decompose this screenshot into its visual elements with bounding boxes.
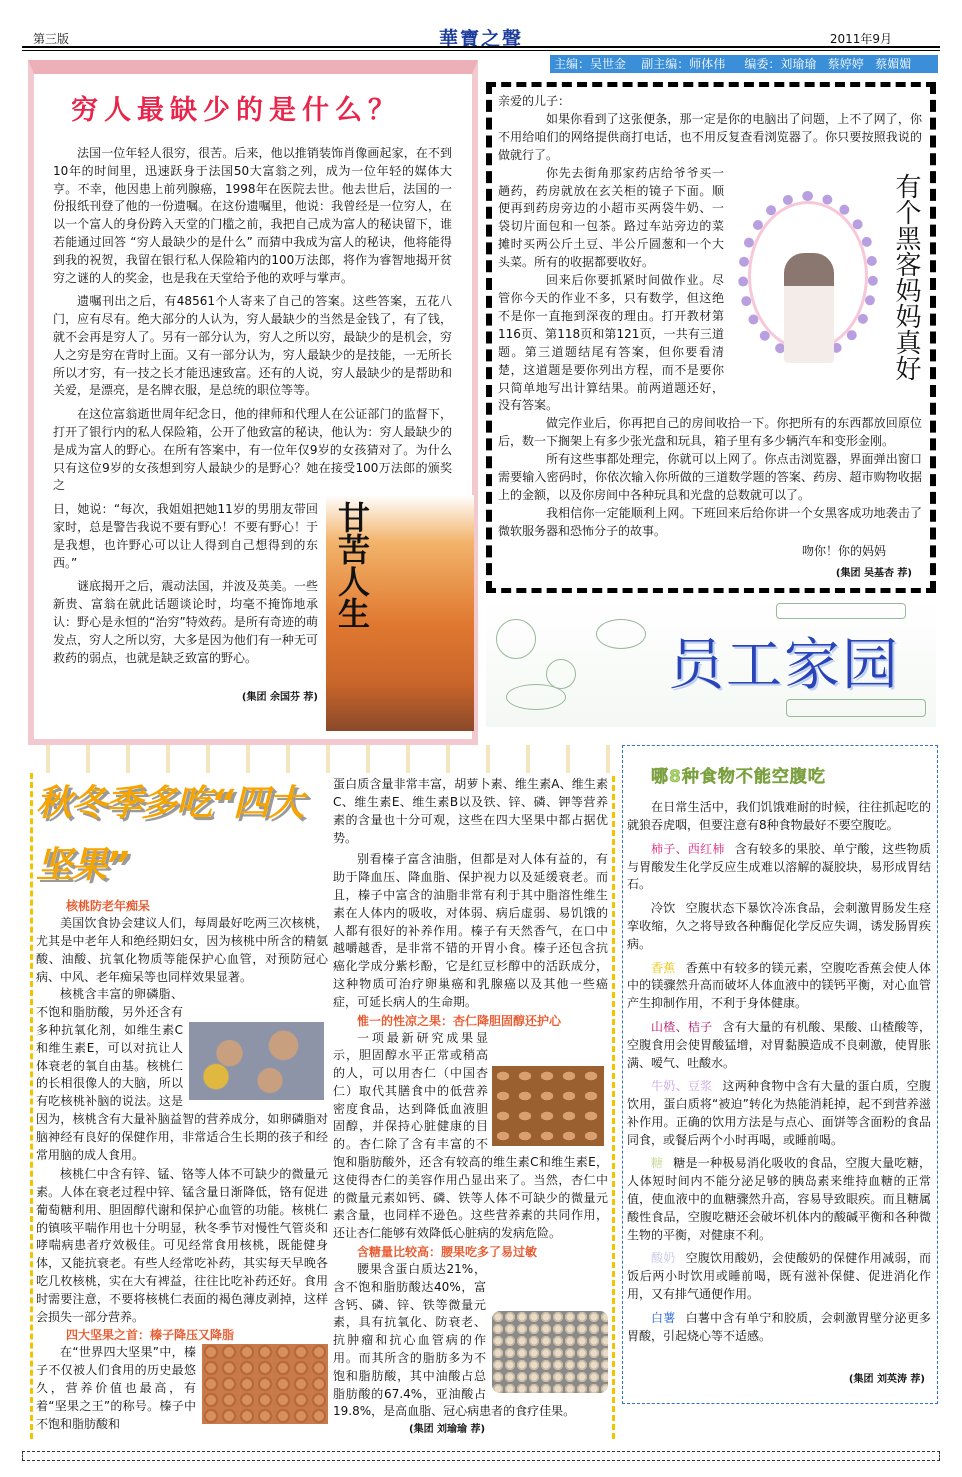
paragraph-text: 在“世界四大坚果”中，榛子不仅被人们食用的历史最悠久，营养价值也最高，有着“坚果之王”的称号。榛子中不饱和脂肪酸和 (36, 1345, 196, 1431)
city-sketch-icon (776, 603, 906, 619)
food-item-label: 白薯 (651, 1310, 676, 1325)
paragraph (333, 1261, 608, 1421)
letter-signature: 吻你！你的妈妈 (801, 543, 886, 558)
paragraph-text: 一项最新研究成果显示，胆固醇水平正常或稍高的人，可以用杏仁（中国杏仁）取代其膳食中的低营养密度食品，达到降低血液胆固醇，并保持心脏健康的目的。杏仁除了含有丰富的不饱和脂肪酸外，还含有较高的维生素C和维生素E，这使得杏仁的美容作用凸显出来了。当然，杏仁中的微量元素如钙、磷、铁等人体不可缺少的微量元素含量，也同样不逊色。这些营养素的共同作用，还让杏仁能够有效降低心脏病的发病危险。 (333, 1030, 608, 1241)
hacker-mom-illustration (732, 173, 922, 393)
foods-article-title: 哪8种食物不能空腹吃 (651, 767, 826, 788)
food-item (627, 900, 931, 953)
food-list (627, 841, 931, 1346)
letter-middle-row (498, 165, 922, 416)
section-heading: 含糖量比较高：腰果吃多了易过敏 (357, 1245, 538, 1260)
paragraph-text: 核桃含丰富的卵磷脂、不饱和脂肪酸，另外还含有多种抗氧化剂，如维生素C和维生素E，可以对抗让人体衰老的氧自由基。核桃仁的长相很像人的大脑，所以有吃核桃补脑的说法。这是因为，核桃含有大量补脑益智的营养成分，如卵磷脂对脑神经有良好的保健作用，非常适合生长期的孩子和经常用脑的成人食用。 (36, 987, 328, 1162)
food-item-text: 糖是一种极易消化吸收的食品，空腹大量吃糖，人体短时间内不能分泌足够的胰岛素来维持血糖的正常值，使血液中的血糖骤然升高，容易导致眼疾。而且糖属酸性食品，空腹吃糖还会破坏机体内的酸碱平衡和各种微生物的平衡，对健康不利。 (627, 1156, 931, 1242)
paragraph: 在日常生活中，我们饥饿难耐的时候，往往抓起吃的就狼吞虎咽，但要注意有8种食物最好不要空腹吃。 (627, 800, 931, 832)
paragraph: 你先去街角那家药店给爷爷买一趟药，药房就放在玄关柜的镜子下面。顺便再到药房旁边的小超市买两袋牛奶、一袋切片面包和一包茶。路过车站旁边的菜摊时买两公斤土豆、半公斤圆葱和一个大头菜。所有的收据都要收好。 (498, 165, 724, 270)
hazelnut-photo (202, 1344, 328, 1424)
food-item-text: 香蕉中有较多的镁元素，空腹吃香蕉会使人体中的镁骤然升高而破坏人体血液中的镁钙平衡，对心血管产生抑制作用，不利于身体健康。 (627, 960, 931, 1011)
credit: (集团 吴基杏 荐) (835, 567, 912, 579)
section-heading: 惟一的性凉之果：杏仁降胆固醇还护心 (357, 1013, 562, 1028)
article-empty-stomach-foods (622, 745, 938, 1404)
paragraph (333, 1030, 608, 1244)
paragraph: 如果你看到了这张便条，那一定是你的电脑出了问题，上不了网了，你不用给咱们的网络提供商打电话，也不用反复查看浏览器了。你只要按照我说的做就行了。 (498, 111, 922, 162)
nuts-article-title: 秋冬季多吃“四大坚果” (36, 783, 304, 887)
almond-photo (492, 1066, 604, 1146)
food-item-label: 冷饮 (651, 901, 676, 916)
edition-label: 第三版 (33, 32, 70, 46)
paragraph: 别看榛子富含油脂，但都是对人体有益的，有助于降血压、降血脂、保护视力以及延缓衰老。而且，榛子中富含的油脂非常有利于其中脂溶性维生素在人体内的吸收，对体弱、病后虚弱、易饥饿的人都有很好的补养作用。榛子有天然香气，在口中越嚼越香，是非常不错的开胃小食。榛子还包含抗癌化学成分紫杉酚，它是红豆杉醇中的活跃成分，这种物质可治疗卵巢癌和乳腺癌以及其他一些癌症，可延长病人的生命期。 (333, 852, 608, 1009)
nuts-article-column-2 (333, 776, 615, 1439)
nuts-columns (28, 773, 622, 1439)
flower-sketch-icon (596, 619, 646, 649)
paragraph-text: 腰果含蛋白质达21%，含不饱和脂肪酸达40%，富含钙、磷、锌、铁等微量元素，具有抗氧化、防衰老、抗肿瘤和抗心血管病的作用。而其所含的脂肪多为不饱和脂肪酸，其中油酸占总脂肪酸的67.4%，亚油酸占19.8%，是高血脂、冠心病患者的食疗佳果。 (333, 1262, 576, 1419)
paragraph (36, 986, 328, 1164)
article-hacker-mom-letter (486, 82, 936, 593)
food-item (627, 1250, 931, 1303)
food-item-label: 酸奶 (651, 1251, 676, 1266)
bottom-section (28, 745, 962, 1439)
city-sketch-icon (786, 699, 926, 717)
paragraph: 回来后你要抓紧时间做作业。尽管你今天的作业不多，只有数学，但这绝不是你一直拖到深夜的理由。打开教材第116页、第118页和第121页，一共有三道题。第三道题结尾有答案，但你要看清楚，这道题是要你列出方程，而不是要你只简单地写出计算结果。前两道题还好，没有答案。 (498, 273, 724, 413)
food-item-text: 含有大量的有机酸、果酸、山楂酸等，空腹食用会使胃酸猛增，对胃黏膜造成不良刺激，使胃胀满、嗳气、吐酸水。 (627, 1019, 931, 1070)
girl-figure-icon (784, 253, 834, 363)
food-item-text: 这两种食物中含有大量的蛋白质，空腹饮用，蛋白质将“被迫”转化为热能消耗掉，起不到营养滋补作用。正确的饮用方法是与点心、面饼等含面粉的食品同食，或餐后两个小时再喝，或睡前喝。 (627, 1079, 931, 1147)
decorative-plant-strip (28, 745, 622, 773)
food-item-label: 牛奶、豆浆 (651, 1079, 713, 1094)
editors-bar: 主编：吴世金 副主编：师体伟 编委：刘瑜瑜 蔡婷婷 蔡媚媚 (550, 55, 938, 73)
food-item (627, 960, 931, 1013)
right-column (486, 82, 936, 727)
paragraph: 在这位富翁逝世周年纪念日，他的律师和代理人在公证部门的监督下，打开了银行内的私人保险箱，公开了他致富的秘诀，他认为：穷人最缺少的是成为富人的野心。在所有答案中，有一位年仅9岁的女孩猜对了。为什么只有这位9岁的女孩想到穷人最缺少的是野心？她在接受100万法郎的颁奖之 (53, 407, 452, 493)
footer-dashed-border (22, 1451, 940, 1461)
section-heading: 核桃防老年痴呆 (66, 899, 151, 914)
staff-home-title: 员工家园 (668, 633, 900, 699)
paragraph: 做完作业后，你再把自己的房间收拾一下。你把所有的东西都放回原位后，数一下搁架上有多少张光盘和玩具，箱子里有多少辆汽车和变形金刚。 (498, 416, 922, 449)
food-item (627, 1155, 931, 1244)
food-item-text: 空腹状态下暴饮冷冻食品，会刺激胃肠发生痉挛收缩，久之将导致各种酶促化学反应失调，诱发肠胃疾病。 (627, 901, 931, 951)
flower-sketch-icon (506, 684, 566, 710)
credit: (集团 刘瑜瑜 荐) (409, 1424, 486, 1436)
header-rule-thin (22, 50, 940, 51)
issue-date: 2011年9月 (829, 32, 892, 46)
food-item (627, 1310, 931, 1346)
masthead-logo: 華寶之聲 (438, 28, 523, 50)
article-title: 穷人最缺少的是什么？ (71, 95, 401, 126)
food-item-label: 山楂、桔子 (651, 1019, 713, 1034)
article-poor-people (28, 60, 478, 745)
food-item (627, 1019, 931, 1072)
paragraph: 核桃仁中含有锌、锰、铬等人体不可缺少的微量元素。人体在衰老过程中锌、锰含量日渐降低，铬有促进葡萄糖利用、胆固醇代谢和保护心血管的功能。核桃仁的镇咳平喘作用也十分明显，秋冬季节对慢性气管炎和哮喘病患者疗效极佳。可见经常食用核桃，既能健身体，又能抗衰老。有些人经常吃补药，其实每天早晚各吃几枚核桃，实在大有裨益，往往比吃补药还好。食用时需要注意，不要将核桃仁表面的褐色薄皮剥掉，这样会损失一部分营养。 (36, 1167, 328, 1324)
food-item-text: 白薯中含有单宁和胶质，会刺激胃壁分泌更多胃酸，引起烧心等不适感。 (627, 1310, 931, 1343)
nuts-article (28, 745, 622, 1439)
illustration-lettering: 有个黑客妈妈真好 (891, 172, 921, 381)
bitter-sweet-life-illustration (326, 495, 474, 731)
food-item (627, 1078, 931, 1149)
paragraph (36, 1344, 328, 1433)
article-lower-row (53, 495, 452, 731)
food-item-label: 香蕉 (651, 960, 676, 975)
letter-middle-text (498, 165, 724, 416)
cashew-photo (492, 1311, 608, 1393)
food-item-text: 含有较多的果胶、单宁酸，这些物质与胃酸发生化学反应生成难以溶解的凝胶块，易形成胃结石。 (627, 841, 931, 892)
paragraph: 蛋白质含量非常丰富，胡萝卜素、维生素A、维生素C、维生素E、维生素B以及铁、锌、磷、钾等营养素的含量也十分可观，这些在四大坚果中都占据优势。 (333, 777, 608, 845)
letter-greeting: 亲爱的儿子： (498, 94, 571, 108)
paragraph: 谜底揭开之后，震动法国，并波及英美。一些新贵、富翁在就此话题谈论时，均毫不掩饰地承认：野心是永恒的“治穷”特效药。是所有奇迹的萌发点，穷人之所以穷，大多是因为他们有一种无可救药的弱点，也就是缺乏致富的野心。 (53, 579, 318, 665)
paragraph: 我相信你一定能顺利上网。下班回来后给你讲一个女黑客成功地袭击了微软服务器和恐怖分子的故事。 (498, 505, 922, 538)
paragraph: 美国饮食协会建议人们，每周最好吃两三次核桃，尤其是中老年人和绝经期妇女，因为核桃中所含的精氨酸、油酸、抗氧化物质等能保护心血管，对预防冠心病、中风、老年痴呆等也同样效果显著。 (36, 916, 328, 984)
food-item-label: 柿子、西红柿 (651, 841, 725, 856)
food-item-label: 糖 (651, 1156, 664, 1171)
staff-home-banner (486, 599, 936, 727)
flower-sketch-icon (496, 619, 536, 659)
credit: (集团 余国芬 荐) (241, 692, 318, 704)
paragraph: 所有这些事都处理完，你就可以上网了。你点击浏览器，界面弹出窗口需要输入密码时，你依次输入你所做的三道数学题的答案、药房、超市购物收据上的金额，以及你房间中各种玩具和光盘的总数就可以了。 (498, 452, 922, 502)
paragraph: 遗嘱刊出之后，有48561个人寄来了自己的答案。这些答案，五花八门，应有尽有。绝大部分的人认为，穷人最缺少的当然是金钱了，有了钱，就不会再是穷人了。另有一部分认为，穷人之所以穷，最缺少的是机会，穷人之穷是穷在背时上面。又有一部分认为，穷人最缺少的是技能，一无所长所以才穷，有一技之长才能迅速致富。还有的人说，穷人最缺少的是帮助和关爱，是漂亮，是名牌衣服，是总统的职位等等。 (53, 294, 452, 398)
paragraph: 法国一位年轻人很穷，很苦。后来，他以推销装饰肖像画起家，在不到10年的时间里，迅速跃身于法国50大富翁之列，成为一位年轻的媒体大亨。不幸，他因患上前列腺癌，1998年在医院去世。他去世后，法国的一份报纸刊登了他的一份遗嘱。在这份遗嘱里，他说：我曾经是一位穷人，在以一个富人的身份跨入天堂的门槛之前，我把自己成为富人的秘诀留下，谁若能通过回答 “穷人最缺少的是什么” 而猜中我成为富人的秘诀，他将能得到我的祝贺，我留在银行私人保险箱内的100万法郎，将作为睿智地揭开贫穷之谜的人的奖金，也是我在天堂给予他的欢呼与掌声。 (53, 146, 452, 285)
top-section (28, 60, 962, 745)
paragraph: 日，她说：“每次，我姐姐把她11岁的男朋友带回家时，总是警告我说不要有野心！不要有野心！于是我想，也许野心可以让人得到自己想得到的东西。” (53, 502, 318, 570)
page-header (0, 0, 962, 71)
walnut-photo (189, 1022, 324, 1100)
food-item (627, 841, 931, 894)
credit: (集团 刘英涛 荐) (848, 1374, 925, 1386)
section-heading: 四大坚果之首：榛子降压又降脂 (66, 1328, 235, 1343)
nuts-article-column-1 (30, 773, 332, 1439)
illustration-lettering: 甘苦人生 (333, 501, 371, 630)
food-item-text: 空腹饮用酸奶，会使酸奶的保健作用减弱，而饭后两小时饮用或睡前喝，既有滋补保健、促进消化作用，又有排气通便作用。 (627, 1251, 931, 1302)
header-rule (22, 46, 940, 48)
article-lower-text (53, 495, 318, 731)
